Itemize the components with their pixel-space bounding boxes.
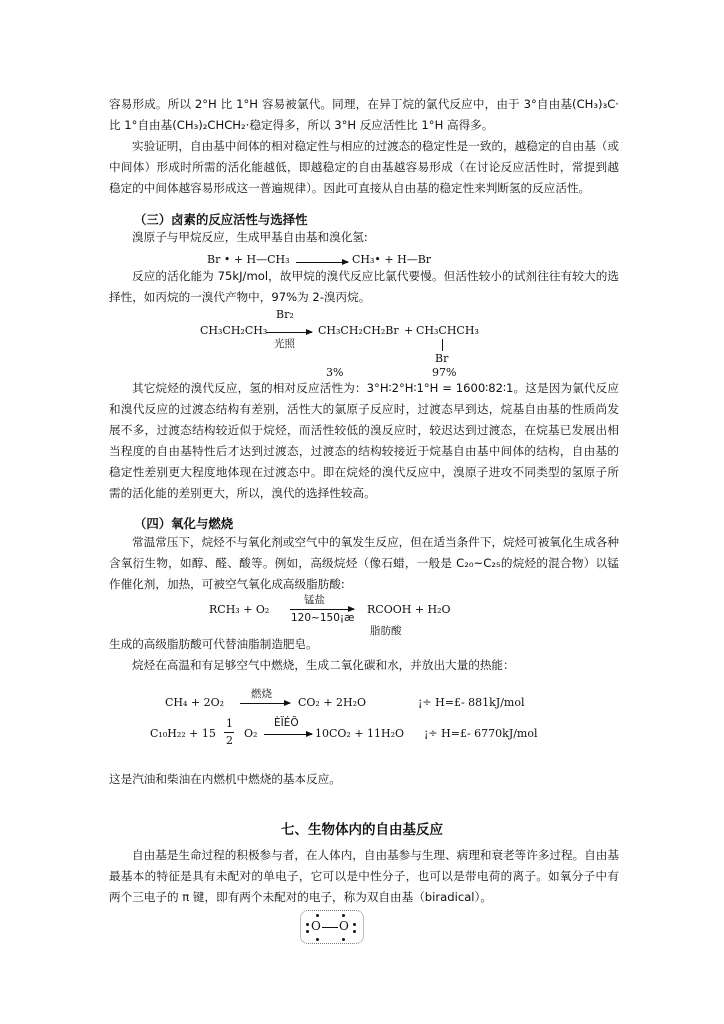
eq2-condition: 光照 — [274, 338, 295, 350]
section-title-7: 七、生物体内的自由基反应 — [281, 822, 443, 838]
eq3-reactants: RCH₃ + O₂ — [209, 603, 270, 616]
paragraph-8: 烷烃在高温和有足够空气中燃烧，生成二氧化碳和水，并放出大量的热能： — [132, 658, 515, 672]
eq3-catalyst: 锰盐 — [304, 594, 325, 606]
eq2-yield-2: 97% — [432, 366, 457, 379]
eq2-product-2: CH₃CHCH₃ — [416, 324, 479, 337]
paragraph-2: 实验证明，自由基中间体的相对稳定性与相应的过渡态的稳定性是一致的，越稳定的自由基（或中间体）形成时所需的活化能越低，即越稳定的自由基越容易形成（在讨论反应活性时，常提到越稳定的中间体越容易形成这一普遍规律）。因此可直接从自由基的稳定性来判断氢的反应活性。 — [109, 139, 619, 195]
reaction-arrow — [296, 262, 348, 263]
reaction-arrow — [240, 703, 290, 704]
paragraph-3: 溴原子与甲烷反应，生成甲基自由基和溴化氢: — [132, 230, 368, 244]
eq4-enthalpy: ¡÷ H=£- 881kJ/mol — [418, 696, 525, 709]
eq5-products: 10CO₂ + 11H₂O — [315, 727, 405, 740]
eq5-enthalpy: ¡÷ H=£- 6770kJ/mol — [424, 727, 538, 740]
eq2-reagent: Br₂ — [276, 308, 294, 321]
eq3-product-name: 脂肪酸 — [370, 625, 402, 637]
eq2-reactant: CH₃CH₂CH₃ — [200, 324, 268, 337]
electron-dot — [342, 914, 345, 917]
eq1-reactants: Br • + H—CH₃ — [207, 253, 290, 266]
section-heading-3: （三）卤素的反应活性与选择性 — [134, 212, 308, 227]
reaction-arrow — [266, 332, 312, 333]
electron-dot — [306, 930, 309, 933]
eq4-reactants: CH₄ + 2O₂ — [165, 696, 225, 709]
eq4-products: CO₂ + 2H₂O — [298, 696, 367, 709]
paragraph-6: 常温常压下，烷烃不与氧化剂或空气中的氧发生反应，但在适当条件下，烷烃可被氧化生成各种含氧衍生物，如醇、醛、酸等。例如，高级烷烃（像石蜡，一般是 C₂₀~C₂₅的烷烃的混合物）以锰作催化剂，加热，可被空气氧化成高级脂肪酸: — [109, 535, 619, 591]
oxygen-atom-1: O — [311, 919, 321, 933]
oxygen-atom-2: O — [339, 919, 349, 933]
paragraph-9: 这是汽油和柴油在内燃机中燃烧的基本反应。 — [109, 772, 341, 786]
eq2-plus: + — [404, 324, 414, 337]
electron-dot — [342, 938, 345, 941]
eq5-condition: ÈÏÉÕ — [274, 717, 299, 729]
paragraph-7: 生成的高级脂肪酸可代替油脂制造肥皂。 — [109, 637, 318, 651]
section-heading-4: （四）氧化与燃烧 — [134, 516, 234, 531]
eq3-products: RCOOH + H₂O — [367, 603, 451, 616]
eq3-temperature: 120~150¡æ — [291, 612, 355, 624]
eq5-fraction-numerator: 1 — [226, 717, 233, 730]
paragraph-1: 容易形成。所以 2°H 比 1°H 容易被氯代。同理，在异丁烷的氯代反应中，由于 3°自由基(CH₃)₃C·比 1°自由基(CH₃)₂CHCH₂·稳定得多，所以 3°H 反应活性比 1°H 高得多。 — [109, 97, 619, 132]
reaction-arrow — [264, 734, 312, 735]
reaction-arrow — [290, 609, 354, 610]
eq2-product-1: CH₃CH₂CH₂Br — [318, 324, 399, 337]
bond-line — [322, 927, 338, 928]
eq2-substituent: Br — [435, 352, 449, 365]
eq5-reactant-2: O₂ — [244, 727, 258, 740]
eq2-yield-1: 3% — [326, 366, 344, 379]
electron-dot — [316, 938, 319, 941]
electron-dot — [353, 930, 356, 933]
electron-dot — [316, 914, 319, 917]
eq5-reactant-1: C₁₀H₂₂ + 15 — [150, 727, 216, 740]
bond-line — [442, 339, 443, 351]
paragraph-4: 反应的活化能为 75kJ/mol，故甲烷的溴代反应比氯代要慢。但活性较小的试剂往往有较大的选择性，如丙烷的一溴代产物中，97%为 2-溴丙烷。 — [109, 269, 619, 304]
paragraph-10: 自由基是生命过程的积极参与者，在人体内，自由基参与生理、病理和衰老等许多过程。自由基最基本的特征是具有未配对的单电子，它可以是中性分子，也可以是带电荷的离子。如氧分子中有两个三电子的 π 键，即有两个未配对的电子，称为双自由基（biradical）。 — [109, 848, 619, 904]
fraction-bar — [224, 732, 234, 733]
eq5-fraction-denominator: 2 — [226, 734, 233, 747]
paragraph-5: 其它烷烃的溴代反应，氢的相对反应活性为：3°H∶2°H∶1°H = 1600∶82∶1。这是因为氯代反应和溴代反应的过渡态结构有差别，活性大的氯原子反应时，过渡态早到达，烷基自由基的性质尚发展不多，过渡态结构较近似于烷烃，而活性较低的溴反应时，较迟达到过渡态，在烷基已发展出相当程度的自由基特性后才达到过渡态，过渡态的结构较接近于烷基自由基中间体的结构，自由基的稳定性差别更大程度地体现在过渡态中。即在烷烃的溴代反应中，溴原子进攻不同类型的氢原子所需的活化能的差别更大，所以，溴代的选择性较高。 — [109, 381, 619, 500]
eq1-products: CH₃• + H—Br — [352, 253, 432, 266]
electron-dot — [306, 923, 309, 926]
electron-dot — [353, 923, 356, 926]
eq4-condition: 燃烧 — [251, 688, 272, 700]
